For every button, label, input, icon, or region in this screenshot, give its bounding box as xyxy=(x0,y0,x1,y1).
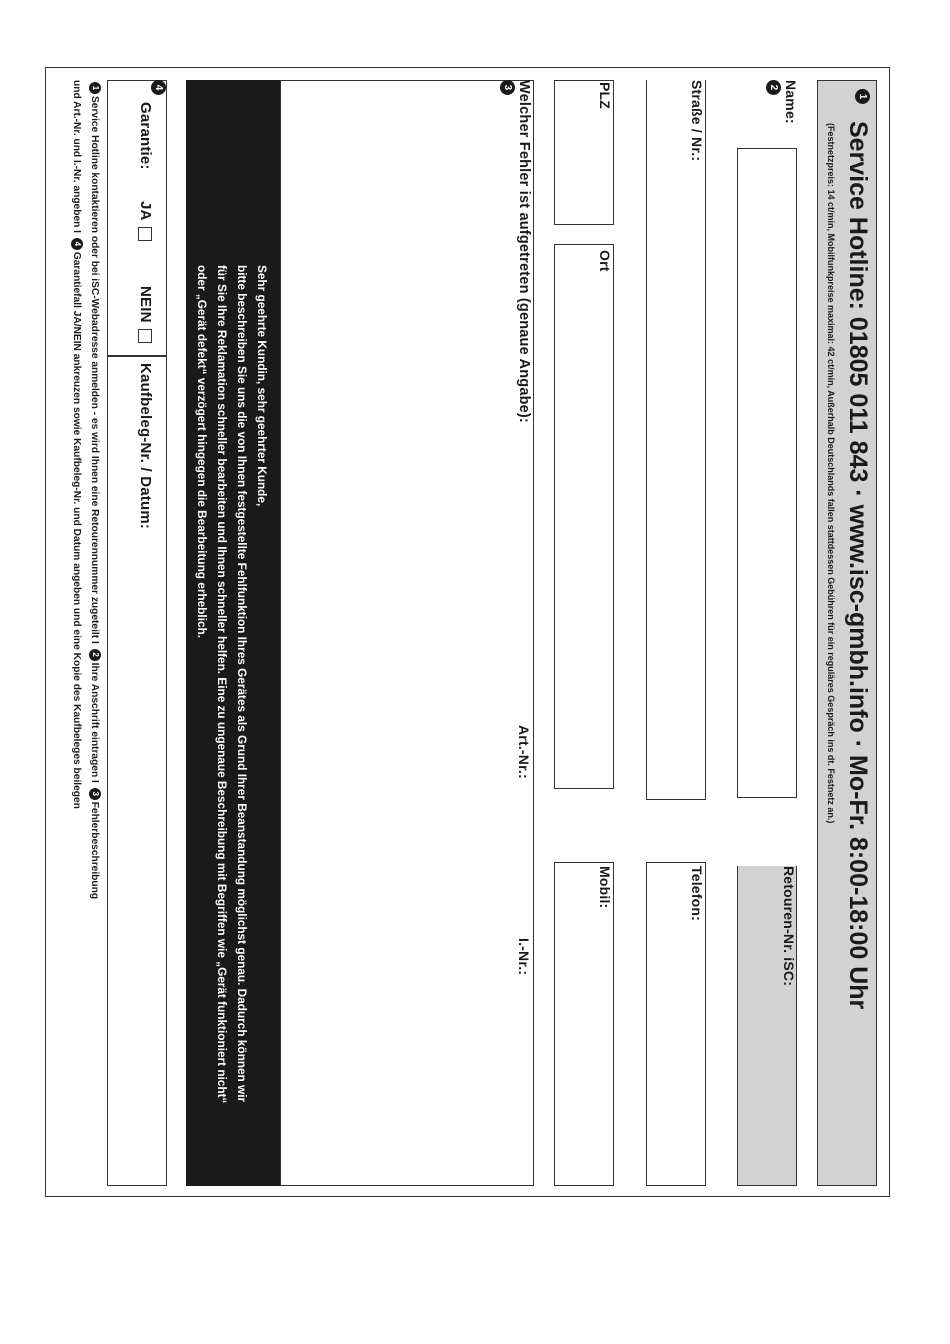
step-1-badge: 1 xyxy=(855,89,870,104)
mobile-field[interactable] xyxy=(554,862,614,1186)
footer-badge-4: 4 xyxy=(71,238,83,250)
street-field[interactable] xyxy=(646,80,706,800)
warranty-yes-label: JA xyxy=(137,201,154,221)
warranty-divider xyxy=(107,355,167,357)
step-2-badge: 2 xyxy=(766,80,781,95)
hotline-price-note: (Festnetzpreis: 14 ct/min, Mobilfunkpreise maximal: 42 ct/min, Außerhalb Deutschlands fallen stattdessen Gebühren für ein reguläres Gespräch ins dt. Festnetz an.) xyxy=(826,123,836,824)
footer-badge-2: 2 xyxy=(89,649,101,661)
footer-text-2: Ihre Anschrift eintragen I xyxy=(89,662,100,786)
plz-label: PLZ xyxy=(597,82,613,110)
hotline-title: Service Hotline: 01805 011 843 · www.isc-gmbh.info · Mo-Fr. 8:00-18:00 Uhr xyxy=(844,121,872,1010)
receipt-label: Kaufbeleg-Nr. / Datum: xyxy=(137,363,154,530)
hotline-header xyxy=(817,80,877,1186)
ort-field[interactable] xyxy=(554,244,614,789)
footer-text-4: Garantiefall JA/NEIN ankreuzen sowie Kaufbeleg-Nr. und Datum angeben und eine Kopie des Kaufbeleges beilegen xyxy=(71,251,82,809)
step-4-badge-wrap xyxy=(149,80,167,95)
name-label: Name: 2 xyxy=(768,80,799,124)
warranty-row xyxy=(107,80,167,1186)
step-4-badge: 4 xyxy=(151,80,166,95)
warranty-yes[interactable] xyxy=(137,201,154,241)
notice-line: bitte beschreiben Sie uns die von Ihnen festgestellte Fehlfunktion Ihres Gerätes als Grund Ihrer Beanstandung möglichst genau. Dadurch können wir xyxy=(235,265,249,1103)
footer-badge-3: 3 xyxy=(89,788,101,800)
customer-notice xyxy=(186,80,280,1186)
notice-line: für Sie Ihre Reklamation schneller bearbeiten und Ihnen schneller helfen. Eine zu ungenaue Beschreibung mit Begriffen wie „Gerät funktioniert nicht“ xyxy=(215,265,229,1104)
warranty-no-label: NEIN xyxy=(137,286,154,323)
notice-line: oder „Gerät defekt“ verzögert hingegen die Bearbeitung erheblich. xyxy=(195,265,209,638)
warranty-yes-checkbox[interactable] xyxy=(138,227,152,241)
i-nr-label: I.-Nr.: xyxy=(516,938,532,976)
service-form xyxy=(45,67,890,1197)
fault-description-field[interactable] xyxy=(280,80,534,1186)
phone-label: Telefon: xyxy=(689,866,705,922)
name-field[interactable] xyxy=(737,148,797,798)
warranty-no[interactable] xyxy=(137,286,154,343)
ort-label: Ort xyxy=(597,250,613,272)
step-3-badge: 3 xyxy=(500,80,515,95)
warranty-no-checkbox[interactable] xyxy=(138,329,152,343)
street-label-text: Straße / Nr.: xyxy=(689,80,705,162)
fault-question: Welcher Fehler ist aufgetreten (genaue Angabe): 3 xyxy=(502,80,532,423)
instructions-footer xyxy=(67,80,103,1186)
footer-text-2a: und Art.-Nr. und I.-Nr. angeben I xyxy=(71,80,82,236)
notice-line: Sehr geehrte Kundin, sehr geehrter Kunde, xyxy=(255,265,269,507)
footer-text-3: Fehlerbeschreibung xyxy=(89,801,100,900)
footer-text-1: Service Hotline kontaktieren oder bei iSC-Webadresse anmelden - es wird Ihnen eine Retourennummer zugeteilt I xyxy=(89,96,100,647)
retouren-label-text: Retouren-Nr. iSC: xyxy=(781,866,797,987)
footer-badge-1: 1 xyxy=(89,82,101,94)
art-nr-label: Art.-Nr.: xyxy=(516,725,532,779)
warranty-label: Garantie: xyxy=(137,102,154,170)
mobile-label: Mobil: xyxy=(597,866,613,909)
